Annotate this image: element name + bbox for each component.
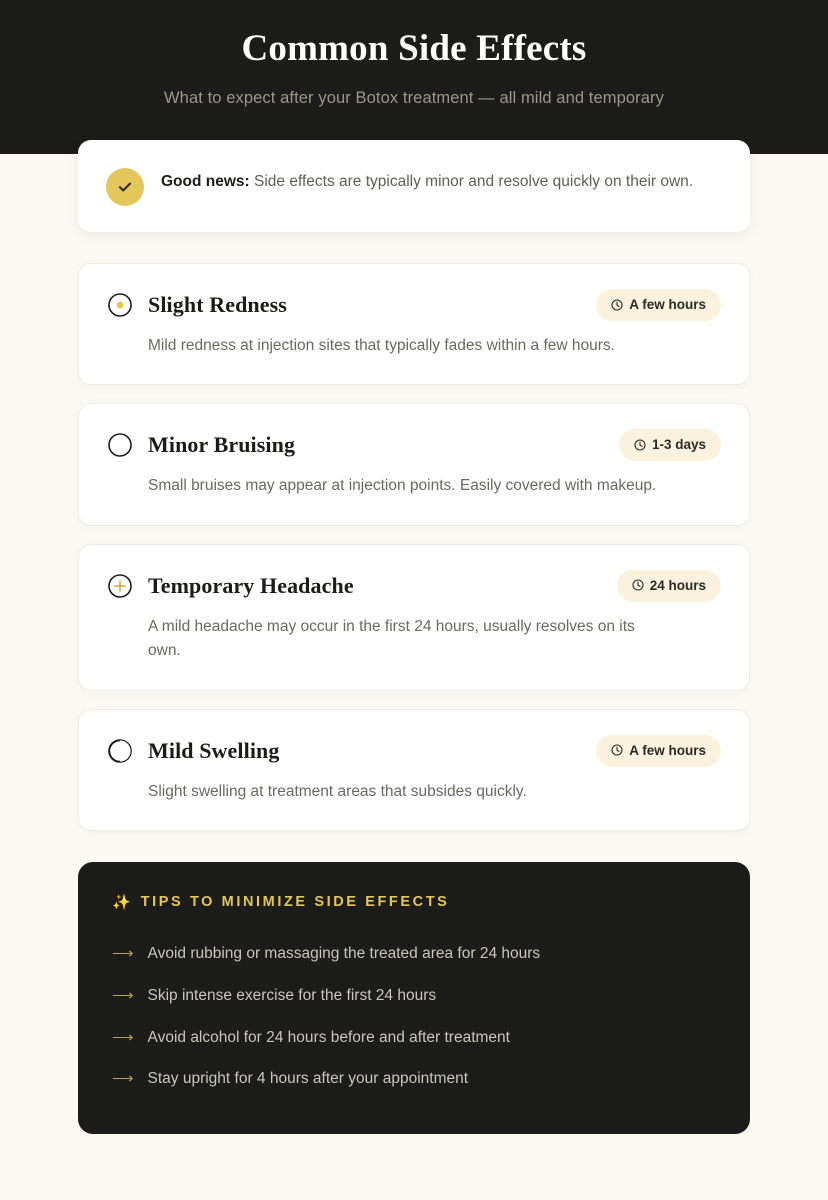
card-header	[107, 735, 721, 767]
tips-title: TIPS TO MINIMIZE SIDE EFFECTS	[140, 894, 450, 911]
clock-icon	[611, 744, 623, 756]
duration-badge	[596, 289, 721, 321]
dot-circle-icon	[107, 292, 133, 318]
card-header	[107, 429, 721, 461]
clock-icon	[632, 579, 644, 591]
tip-text: Stay upright for 4 hours after your appointment	[147, 1070, 469, 1088]
arrow-right-icon: ⟶	[112, 1070, 134, 1088]
duration-badge	[619, 429, 721, 461]
content-area	[0, 140, 828, 1134]
good-news-banner	[78, 140, 750, 232]
card-title: Slight Redness	[148, 292, 287, 317]
check-icon	[106, 168, 144, 206]
tip-text: Skip intense exercise for the first 24 hours	[147, 987, 437, 1005]
plus-circle-icon	[107, 573, 133, 599]
arrow-right-icon: ⟶	[112, 1028, 134, 1046]
list-item	[112, 1058, 716, 1100]
duration-label: 24 hours	[649, 577, 706, 593]
page-subtitle: What to expect after your Botox treatment — all mild and temporary	[164, 89, 664, 108]
arrow-right-icon: ⟶	[112, 987, 134, 1005]
card-title: Minor Bruising	[148, 432, 296, 458]
duration-badge	[596, 735, 721, 767]
good-news-body: Side effects are typically minor and resolve quickly on their own.	[249, 173, 694, 190]
side-effect-card	[78, 263, 750, 385]
card-title: Mild Swelling	[148, 737, 280, 763]
tips-panel	[78, 862, 750, 1134]
tip-text: Avoid rubbing or massaging the treated area for 24 hours	[147, 945, 541, 963]
arrow-right-icon: ⟶	[112, 945, 134, 963]
clock-icon	[611, 299, 623, 311]
card-description: A mild headache may occur in the first 24 hours, usually resolves on its own.	[148, 617, 635, 660]
half-circle-icon	[107, 738, 133, 764]
side-effect-card	[78, 544, 750, 691]
page-header	[0, 0, 828, 154]
card-header	[107, 289, 721, 321]
list-item	[112, 933, 716, 975]
duration-badge	[617, 570, 721, 602]
card-title: Temporary Headache	[148, 572, 354, 598]
page-title: Common Side Effects	[241, 28, 587, 69]
duration-label: A few hours	[629, 742, 706, 758]
tip-text: Avoid alcohol for 24 hours before and after treatment	[147, 1028, 510, 1046]
good-news-text	[161, 166, 693, 194]
sparkle-icon: ✨	[112, 893, 131, 911]
card-description: Mild redness at injection sites that typically fades within a few hours.	[148, 337, 615, 354]
tips-header	[112, 894, 716, 910]
side-effect-card	[78, 709, 750, 831]
card-header	[107, 570, 721, 602]
good-news-lead: Good news:	[161, 173, 250, 190]
side-effect-card	[78, 403, 750, 525]
list-item	[112, 975, 716, 1017]
clock-icon	[634, 439, 646, 451]
list-item	[112, 1017, 716, 1059]
duration-label: 1-3 days	[651, 437, 706, 453]
circle-icon	[107, 432, 133, 458]
card-description: Slight swelling at treatment areas that subsides quickly.	[148, 782, 527, 800]
card-description: Small bruises may appear at injection points. Easily covered with makeup.	[148, 477, 657, 495]
duration-label: A few hours	[629, 297, 706, 312]
